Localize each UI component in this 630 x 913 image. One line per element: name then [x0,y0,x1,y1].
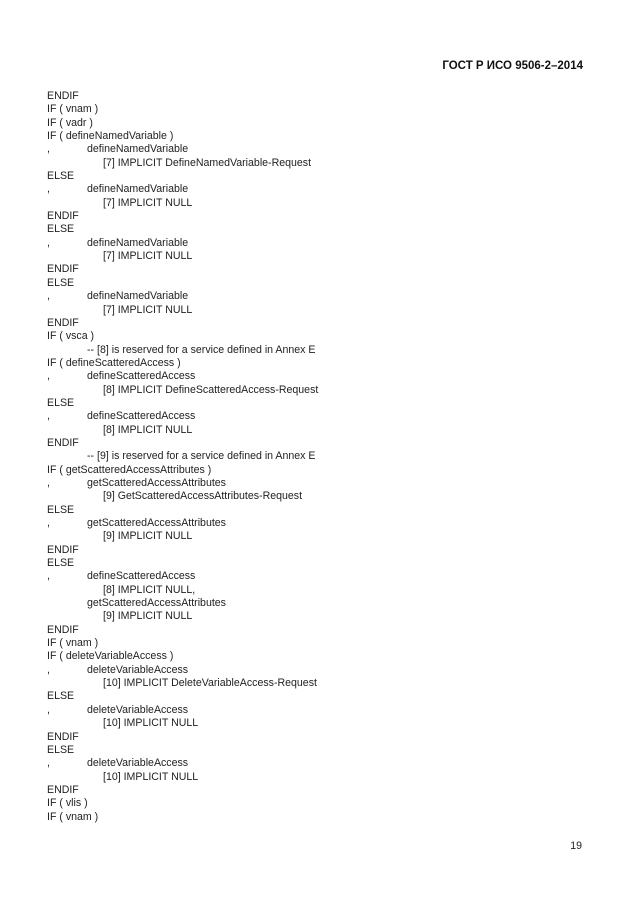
code-line-text: [10] IMPLICIT NULL [103,717,199,730]
code-line-text: [10] IMPLICIT DeleteVariableAccess-Request [103,677,317,690]
code-line-text: IF ( defineNamedVariable ) [47,130,174,143]
code-line-separator: , [47,663,50,676]
code-line-text: ELSE [47,223,75,236]
code-line-text: IF ( getScatteredAccessAttributes ) [47,463,212,476]
code-line-text: ELSE [47,503,75,516]
code-line-text: [8] IMPLICIT NULL [103,423,193,436]
code-line-separator: , [47,143,50,156]
code-line-separator: , [47,757,50,770]
code-line-text: [8] IMPLICIT DefineScatteredAccess-Request [103,383,319,396]
code-line-text: [7] IMPLICIT NULL [103,303,193,316]
code-line-text: getScatteredAccessAttributes [87,517,226,529]
code-line-text: ENDIF [47,263,79,276]
code-line-text: defineNamedVariable [87,290,189,303]
code-line-text: deleteVariableAccess [87,757,189,770]
code-line-text: [9] IMPLICIT NULL [103,530,193,543]
code-line-text: [7] IMPLICIT NULL [103,196,193,209]
code-line-text: getScatteredAccessAttributes [87,597,226,610]
code-line-text: deleteVariableAccess [87,703,189,716]
code-line-text: defineNamedVariable [87,183,189,196]
code-line-text: ENDIF [47,210,79,223]
document-header: ГОСТ Р ИСО 9506-2–2014 [442,60,583,72]
code-line-text: IF ( vnam ) [47,103,99,116]
code-line-text: ELSE [47,690,75,703]
code-line-text: ENDIF [47,316,79,329]
code-line-text: defineScatteredAccess [87,370,196,383]
code-line-text: defineNamedVariable [87,143,189,156]
code-line-text: IF ( vadr ) [47,116,93,129]
code-line-text: IF ( vlis ) [47,797,88,810]
code-line-text: IF ( vsca ) [47,330,95,343]
code-line-text: -- [9] is reserved for a service defined in Annex E [87,450,316,463]
code-line-text: IF ( vnam ) [47,810,99,823]
code-line-text: IF ( defineScatteredAccess ) [47,356,181,369]
code-line-text: ELSE [47,276,75,289]
code-line-separator: , [47,517,50,529]
code-line-separator: , [47,570,50,583]
code-line-text: -- [8] is reserved for a service defined in Annex E [87,343,316,356]
page-number: 19 [570,840,582,852]
code-line-text: IF ( deleteVariableAccess ) [47,650,174,663]
code-line-text: [10] IMPLICIT NULL [103,770,199,783]
code-line-text: [8] IMPLICIT NULL, [103,583,196,596]
code-line-text: [7] IMPLICIT DefineNamedVariable-Request [103,156,312,169]
code-line-text: [7] IMPLICIT NULL [103,250,193,263]
code-line-text: defineNamedVariable [87,236,189,249]
code-line-text: [9] IMPLICIT NULL [103,610,193,623]
code-line-text: ELSE [47,396,75,409]
code-line-separator: , [47,183,50,196]
code-line-text: ENDIF [47,543,79,556]
code-line-text: ELSE [47,170,75,183]
code-line-text: IF ( vnam ) [47,637,99,650]
code-line-text: ENDIF [47,783,79,796]
code-line-separator: , [47,703,50,716]
code-line-separator: , [47,410,50,423]
code-line-text: ENDIF [47,436,79,449]
code-line-separator: , [47,290,50,303]
code-line-text: deleteVariableAccess [87,663,189,676]
code-line-separator: , [47,370,50,383]
code-line-text: defineScatteredAccess [87,410,196,423]
code-line-text: [9] GetScatteredAccessAttributes-Request [103,490,303,503]
code-line-text: getScatteredAccessAttributes [87,476,226,489]
code-line-text: ENDIF [47,90,79,102]
code-line-text: ENDIF [47,730,79,743]
code-line-text: ELSE [47,743,75,756]
code-line-text: ELSE [47,557,75,570]
code-line-separator: , [47,236,50,249]
code-line-text: defineScatteredAccess [87,570,196,583]
code-line-separator: , [47,476,50,489]
code-line-text: ENDIF [47,623,79,636]
